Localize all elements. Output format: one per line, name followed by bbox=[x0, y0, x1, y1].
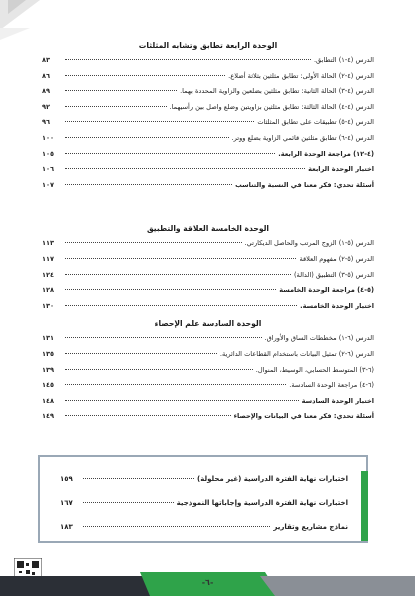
toc-entry-text: الدرس (٤-٣) الحالة الثانية: تطابق مثلثين بضلعين والزاوية المحددة بهما. bbox=[180, 87, 374, 96]
dot-leader bbox=[65, 415, 231, 416]
toc-row bbox=[42, 236, 374, 252]
toc-row bbox=[42, 252, 374, 268]
toc-page-number: ١٤٨ bbox=[42, 396, 55, 405]
toc-page-number: ٩٦ bbox=[42, 118, 51, 127]
toc-row bbox=[42, 268, 374, 284]
dot-leader bbox=[83, 478, 194, 479]
dot-leader bbox=[65, 289, 276, 290]
table-of-contents bbox=[42, 38, 374, 425]
toc-page-number: ١١٣ bbox=[42, 239, 55, 248]
dot-leader bbox=[65, 59, 311, 60]
toc-entry-text: نماذج مشاريع وتقارير bbox=[273, 523, 348, 531]
toc-row bbox=[42, 363, 374, 379]
dot-leader bbox=[65, 137, 229, 138]
dot-leader bbox=[83, 502, 174, 503]
toc-row bbox=[60, 515, 348, 539]
toc-page-number: ١٢٨ bbox=[42, 286, 55, 295]
toc-page-number: ١٠٦ bbox=[42, 165, 55, 174]
toc-row bbox=[42, 162, 374, 178]
toc-entry-text: الدرس (٦-٢) تمثيل البيانات باستخدام القطاعات الدائرية. bbox=[219, 349, 374, 358]
toc-entry-text: (٦-٤) مراجعة الوحدة السادسة. bbox=[289, 381, 374, 390]
toc-page-number: ١٥٩ bbox=[60, 475, 73, 483]
toc-row bbox=[42, 283, 374, 299]
toc-row bbox=[42, 378, 374, 394]
exams-box bbox=[38, 455, 368, 543]
dot-leader bbox=[65, 337, 262, 338]
dot-leader bbox=[65, 305, 297, 306]
toc-row bbox=[60, 491, 348, 515]
toc-page-number: ١٠٠ bbox=[42, 133, 55, 142]
corner-decoration bbox=[0, 0, 140, 40]
green-accent-bar bbox=[361, 471, 368, 541]
toc-entry-text: الدرس (٤-٥) تطبيقات على تطابق المثلثات bbox=[257, 118, 374, 127]
toc-page-number: ١٦٧ bbox=[60, 499, 73, 507]
toc-row bbox=[42, 299, 374, 315]
toc-page-number: ١١٧ bbox=[42, 254, 55, 263]
unit-title: الوحدة الخامسة العلاقة والتطبيق bbox=[146, 224, 270, 234]
dot-leader bbox=[65, 75, 225, 76]
toc-row bbox=[42, 409, 374, 425]
dot-leader bbox=[65, 242, 242, 243]
dot-leader bbox=[65, 121, 254, 122]
dot-leader bbox=[65, 353, 217, 354]
toc-page-number: ١٤٥ bbox=[42, 381, 55, 390]
toc-entry-text: اختبارات نهاية الفترة الدراسية (غير محلولة) bbox=[197, 475, 348, 483]
toc-entry-text: أسئلة تحدي: فكر معنا في البيانات والإحصاء bbox=[233, 412, 374, 421]
toc-page-number: ١٠٧ bbox=[42, 180, 55, 189]
toc-entry-text: الدرس (٥-٣) التطبيق (الدالة) bbox=[293, 270, 374, 279]
toc-page-number: ١٣٩ bbox=[42, 365, 55, 374]
toc-row bbox=[42, 69, 374, 85]
toc-entry-text: اختبارات نهاية الفترة الدراسية وإجاباتها النموذجية bbox=[176, 499, 348, 507]
dot-leader bbox=[65, 258, 296, 259]
dot-leader bbox=[65, 369, 253, 370]
toc-page-number: ٨٣ bbox=[42, 56, 51, 64]
toc-entry-text: اختبار الوحدة الخامسة. bbox=[300, 301, 374, 310]
page-number: -٦- bbox=[201, 578, 214, 587]
toc-row bbox=[60, 467, 348, 491]
toc-page-number: ١٣١ bbox=[42, 334, 55, 343]
toc-entry-text: الدرس (٥-١) الزوج المرتب والحاصل الديكارتي. bbox=[244, 239, 374, 248]
toc-page-number: ١٣٥ bbox=[42, 349, 55, 358]
toc-entry-text: الدرس (٤-٤) الحالة الثالثة: تطابق مثلثين بزاويتين وضلع واصل بين رأسيهما. bbox=[169, 102, 374, 111]
toc-entry-text: أسئلة تحدي: فكر معنا في النسبة والتناسب bbox=[235, 180, 374, 189]
toc-page-number: ١٢٤ bbox=[42, 270, 55, 279]
unit-title: الوحدة الرابعة تطابق وتشابه المثلثات bbox=[138, 41, 278, 50]
toc-row bbox=[42, 147, 374, 163]
toc-page-number: ٩٢ bbox=[42, 102, 51, 111]
toc-entry-text: الدرس (٥-٢) مفهوم العلاقة bbox=[299, 254, 374, 263]
toc-entry-text: الدرس (٤-١) التطابق. bbox=[313, 56, 374, 64]
toc-page-number: ١٣٠ bbox=[42, 301, 55, 310]
toc-row bbox=[42, 84, 374, 100]
toc-row bbox=[42, 394, 374, 410]
toc-page-number: ١٠٥ bbox=[42, 149, 55, 158]
dot-leader bbox=[65, 90, 177, 91]
exams-list bbox=[60, 467, 348, 539]
toc-row bbox=[42, 100, 374, 116]
toc-entry-text: الدرس (٤-٢) الحالة الأولى: تطابق مثلثين بثلاثة أضلاع. bbox=[228, 71, 374, 80]
toc-row bbox=[42, 347, 374, 363]
dot-leader bbox=[65, 184, 232, 185]
toc-entry-text: (٥-٤) مراجعة الوحدة الخامسة bbox=[279, 286, 374, 295]
toc-page-number: ١٨٣ bbox=[60, 523, 73, 531]
toc-entry-text: اختبار الوحدة السادسة bbox=[301, 396, 374, 405]
dot-leader bbox=[65, 106, 167, 107]
dot-leader bbox=[65, 384, 286, 385]
unit-4-list bbox=[42, 53, 374, 193]
toc-page-number: ١٤٩ bbox=[42, 412, 55, 421]
toc-row bbox=[42, 178, 374, 194]
toc-row bbox=[42, 115, 374, 131]
dot-leader bbox=[65, 400, 299, 401]
dot-leader bbox=[65, 153, 275, 154]
toc-entry-text: الدرس (٦-١) مخططات الساق والأوراق. bbox=[264, 334, 374, 343]
toc-row bbox=[42, 331, 374, 347]
dot-leader bbox=[65, 168, 305, 169]
unit-5-list bbox=[42, 236, 374, 314]
dot-leader bbox=[65, 274, 291, 275]
toc-entry-text: (٤-١٢) مراجعة الوحدة الرابعة. bbox=[278, 149, 374, 158]
unit-title: الوحدة السادسة علم الإحصاء bbox=[154, 319, 262, 329]
toc-entry-text: (٦-٣) المتوسط الحسابي، الوسيط، المنوال. bbox=[255, 365, 374, 374]
toc-entry-text: اختبار الوحدة الرابعة bbox=[308, 165, 374, 174]
toc-entry-text: الدرس (٤-٦) تطابق مثلثين قائمي الزاوية بضلع ووتر. bbox=[231, 133, 374, 142]
unit-6-list bbox=[42, 331, 374, 425]
toc-page-number: ٨٩ bbox=[42, 87, 51, 96]
dot-leader bbox=[83, 526, 270, 527]
toc-page-number: ٨٦ bbox=[42, 71, 51, 80]
toc-row bbox=[42, 53, 374, 69]
toc-row bbox=[42, 131, 374, 147]
